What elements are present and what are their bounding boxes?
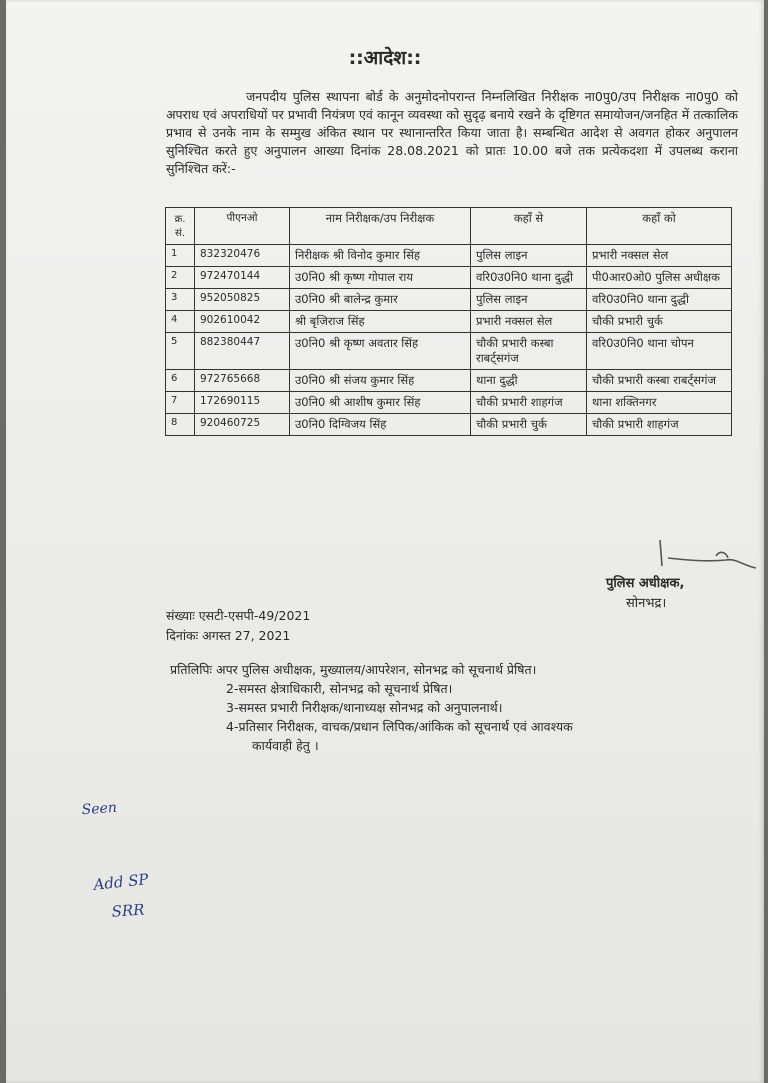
handwritten-initials-text: SRR	[111, 900, 146, 921]
cell-serial: 6	[166, 370, 195, 392]
reference-date: दिनांकः अगस्त 27, 2021	[166, 628, 291, 643]
cell-name: उ0नि0 श्री कृष्ण अवतार सिंह	[290, 333, 471, 370]
header-pno: पीएनओ	[195, 208, 290, 245]
cell-name: उ0नि0 श्री बालेन्द्र कुमार	[290, 289, 471, 311]
cell-name: उ0नि0 श्री कृष्ण गोपाल राय	[290, 267, 471, 289]
signer-place: सोनभद्र।	[626, 596, 667, 611]
cell-to: वरि0उ0नि0 थाना चोपन	[587, 333, 732, 370]
cell-name: उ0नि0 श्री आशीष कुमार सिंह	[290, 392, 471, 414]
table-row	[166, 311, 732, 333]
cell-from: प्रभारी नक्सल सेल	[471, 311, 587, 333]
cell-to: थाना शक्तिनगर	[587, 392, 732, 414]
table-row	[166, 289, 732, 311]
copy-line-3: 3-समस्त प्रभारी निरीक्षक/थानाध्यक्ष सोनभद्र को अनुपालनार्थ।	[226, 700, 503, 715]
cell-to: चौकी प्रभारी कस्बा राबर्ट्सगंज	[587, 370, 732, 392]
cell-serial: 7	[166, 392, 195, 414]
cell-name: उ0नि0 श्री संजय कुमार सिंह	[290, 370, 471, 392]
table-row	[166, 333, 732, 370]
signer-designation: पुलिस अधीक्षक,	[606, 576, 685, 591]
transfer-table	[165, 207, 732, 436]
header-to: कहाँ को	[587, 208, 732, 245]
table-row	[166, 370, 732, 392]
header-serial: क्र. सं.	[166, 208, 195, 245]
table-row	[166, 267, 732, 289]
cell-to: वरि0उ0नि0 थाना दुद्धी	[587, 289, 732, 311]
cell-serial: 4	[166, 311, 195, 333]
cell-serial: 8	[166, 414, 195, 436]
document-page	[6, 0, 764, 1083]
cell-pno: 952050825	[195, 289, 290, 311]
table-row	[166, 245, 732, 267]
header-from: कहाँ से	[471, 208, 587, 245]
signing-authority	[606, 574, 746, 614]
handwritten-addsp-text: Add SP	[92, 870, 150, 894]
cell-pno: 920460725	[195, 414, 290, 436]
table-row	[166, 414, 732, 436]
table-header-row	[166, 208, 732, 245]
order-intro-paragraph: जनपदीय पुलिस स्थापना बोर्ड के अनुमोदनोपरान्त निम्नलिखित निरीक्षक ना0पु0/उप निरीक्षक ना0पु0 को अपराध एवं अपराधियों पर प्रभावी नियंत्रण एवं कानून व्यवस्था को सुदृढ़ बनाये रखने के दृष्टिगत समायोजन/जनहित में तत्कालिक प्रभाव से उनके नाम के सम्मुख अंकित स्थान पर स्थानान्तरित किया जाता है। सम्बन्धित आदेश से अवगत होकर अनुपालन सुनिश्चित करते हुए अनुपालन आख्या दिनांक 28.08.2021 को प्रातः 10.00 बजे तक प्रत्येकदशा में उपलब्ध कराना सुनिश्चित करें:-	[166, 89, 738, 176]
cell-name: श्री बृजिराज सिंह	[290, 311, 471, 333]
order-title: ::आदेश::	[348, 47, 422, 69]
copy-line-2: 2-समस्त क्षेत्राधिकारी, सोनभद्र को सूचनार्थ प्रेषित।	[226, 681, 453, 696]
header-name: नाम निरीक्षक/उप निरीक्षक	[290, 208, 471, 245]
cell-from: पुलिस लाइन	[471, 245, 587, 267]
cell-to: प्रभारी नक्सल सेल	[587, 245, 732, 267]
cell-name: निरीक्षक श्री विनोद कुमार सिंह	[290, 245, 471, 267]
cell-from: चौकी प्रभारी चुर्क	[471, 414, 587, 436]
cell-serial: 2	[166, 267, 195, 289]
reference-number: संख्याः एसटी-एसपी-49/2021	[166, 608, 311, 623]
handwritten-seen-note	[80, 795, 150, 825]
copy-line-1: प्रतिलिपिः अपर पुलिस अधीक्षक, मुख्यालय/आपरेशन, सोनभद्र को सूचनार्थ प्रेषित।	[170, 662, 537, 677]
cell-from: थाना दुद्धी	[471, 370, 587, 392]
cell-to: चौकी प्रभारी चुर्क	[587, 311, 732, 333]
table-row	[166, 392, 732, 414]
cell-pno: 832320476	[195, 245, 290, 267]
cell-from: पुलिस लाइन	[471, 289, 587, 311]
copy-line-4: 4-प्रतिसार निरीक्षक, वाचक/प्रधान लिपिक/आंकिक को सूचनार्थ एवं आवश्यक	[226, 719, 573, 734]
cell-pno: 172690115	[195, 392, 290, 414]
cell-pno: 882380447	[195, 333, 290, 370]
cell-pno: 972470144	[195, 267, 290, 289]
reference-block	[166, 606, 310, 646]
cell-serial: 1	[166, 245, 195, 267]
cell-name: उ0नि0 दिग्विजय सिंह	[290, 414, 471, 436]
cell-from: चौकी प्रभारी कस्बा राबर्ट्सगंज	[471, 333, 587, 370]
cell-serial: 5	[166, 333, 195, 370]
cell-from: चौकी प्रभारी शाहगंज	[471, 392, 587, 414]
cell-pno: 972765668	[195, 370, 290, 392]
cell-pno: 902610042	[195, 311, 290, 333]
cell-serial: 3	[166, 289, 195, 311]
copy-forwarded-list	[170, 660, 750, 755]
cell-to: पी0आर0ओ0 पुलिस अधीक्षक	[587, 267, 732, 289]
handwritten-addsp-note	[92, 868, 182, 938]
cell-to: चौकी प्रभारी शाहगंज	[587, 414, 732, 436]
copy-line-4-continued: कार्यवाही हेतु ।	[252, 738, 319, 753]
cell-from: वरि0उ0नि0 थाना दुद्धी	[471, 267, 587, 289]
handwritten-seen-text: Seen	[81, 799, 118, 819]
